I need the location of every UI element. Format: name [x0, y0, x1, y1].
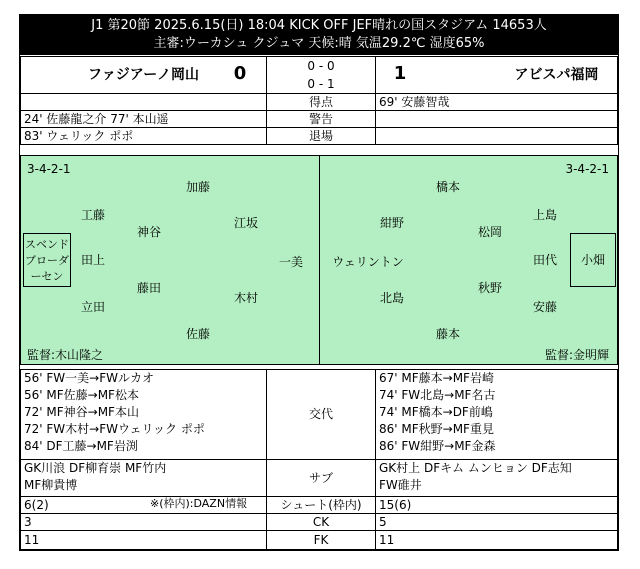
- fk-label: FK: [266, 530, 376, 550]
- away-goals: 1: [393, 63, 407, 84]
- away-substitutions: [375, 369, 618, 460]
- home-substitutions: [20, 369, 267, 460]
- home-team-name: ファジアーノ岡山: [20, 56, 267, 94]
- home-player: 加藤: [185, 180, 211, 194]
- home-sub-item: 72' FW木村→FWウェリック ポポ: [24, 422, 205, 436]
- home-ck: 3: [20, 513, 267, 531]
- home-shots: 6(2): [20, 496, 267, 514]
- away-player: 上島: [532, 208, 558, 222]
- referee-weather-line: 主審:ウーカシュ クジュマ 天候:晴 気温29.2℃ 湿度65%: [153, 36, 485, 51]
- goal-label: 得点: [266, 93, 376, 111]
- stats-source-note: ※(枠内):DAZN情報: [150, 497, 248, 510]
- home-player: 神谷: [136, 225, 162, 239]
- match-info-line: J1 第20節 2025.6.15(日) 18:04 KICK OFF JEF晴れの国スタジアム 14653人: [91, 18, 547, 33]
- home-goal-scorers: [20, 93, 267, 111]
- home-cautions: 24' 佐藤龍之介 77' 本山遥: [20, 110, 267, 128]
- home-player: 木村: [233, 291, 259, 305]
- match-header: [20, 15, 618, 55]
- away-bench-line: FW碓井: [379, 478, 422, 492]
- home-goalkeeper: スベンド ブローダーセン: [23, 233, 71, 287]
- away-player: 橋本: [435, 180, 461, 194]
- home-sendoffs: 83' ウェリック ポポ: [20, 127, 267, 145]
- ck-label: CK: [266, 513, 376, 531]
- away-bench: [375, 459, 618, 497]
- home-player: 江坂: [233, 216, 259, 230]
- home-bench-line: MF柳貴博: [24, 478, 78, 492]
- away-sendoffs: [375, 127, 618, 145]
- away-team-name: アビスパ福岡: [375, 56, 618, 94]
- away-sub-item: 86' MF秋野→MF重見: [379, 422, 494, 436]
- home-bench-line: GK川浪 DF柳育崇 MF竹内: [24, 461, 167, 475]
- away-player: 安藤: [532, 300, 558, 314]
- home-goals: 0: [233, 63, 247, 84]
- away-sub-item: 86' FW紺野→MF金森: [379, 439, 496, 453]
- bench-label: サブ: [266, 459, 376, 497]
- home-player: 藤田: [136, 281, 162, 295]
- away-player: 北島: [379, 291, 405, 305]
- away-sub-item: 74' MF橋本→DF前嶋: [379, 405, 493, 419]
- away-goal-scorers: 69' 安藤智哉: [375, 93, 618, 111]
- away-ck: 5: [375, 513, 618, 531]
- sendoff-label: 退場: [266, 127, 376, 145]
- home-player: 一美: [278, 255, 304, 269]
- home-player: 工藤: [80, 208, 106, 222]
- caution-label: 警告: [266, 110, 376, 128]
- away-manager: 監督:金明輝: [544, 348, 609, 362]
- away-player: 田代: [532, 253, 558, 267]
- away-player: 松岡: [477, 225, 503, 239]
- home-player: 佐藤: [185, 327, 211, 341]
- away-sub-item: 67' MF藤本→MF岩崎: [379, 371, 494, 385]
- away-pitch: [319, 155, 618, 365]
- home-manager: 監督:木山隆之: [27, 348, 104, 362]
- first-half-score: 0 - 0: [307, 59, 335, 73]
- second-half-score: 0 - 1: [307, 77, 335, 91]
- away-goalkeeper: 小畑: [570, 233, 616, 287]
- home-player: 立田: [80, 300, 106, 314]
- home-sub-item: 72' MF神谷→MF本山: [24, 405, 139, 419]
- away-fk: 11: [375, 530, 618, 550]
- home-pitch: [20, 155, 320, 365]
- half-score-box: [266, 56, 376, 94]
- home-player: 田上: [80, 253, 106, 267]
- home-sub-item: 56' FW一美→FWルカオ: [24, 371, 154, 385]
- away-player: ウェリントン: [332, 255, 404, 269]
- away-player: 秋野: [477, 281, 503, 295]
- away-player: 藤本: [435, 327, 461, 341]
- home-bench: [20, 459, 267, 497]
- away-player: 紺野: [379, 216, 405, 230]
- away-sub-item: 74' FW北島→MF名古: [379, 388, 496, 402]
- home-sub-item: 84' DF工藤→MF岩渕: [24, 439, 138, 453]
- home-formation: 3-4-2-1: [27, 162, 71, 176]
- shots-label: シュート(枠内): [266, 496, 376, 514]
- home-fk: 11: [20, 530, 267, 550]
- away-shots: 15(6): [375, 496, 618, 514]
- subs-label: 交代: [266, 369, 376, 460]
- away-cautions: [375, 110, 618, 128]
- away-formation: 3-4-2-1: [565, 162, 609, 176]
- home-sub-item: 56' MF佐藤→MF松本: [24, 388, 139, 402]
- away-bench-line: GK村上 DFキム ムンヒョン DF志知: [379, 461, 572, 475]
